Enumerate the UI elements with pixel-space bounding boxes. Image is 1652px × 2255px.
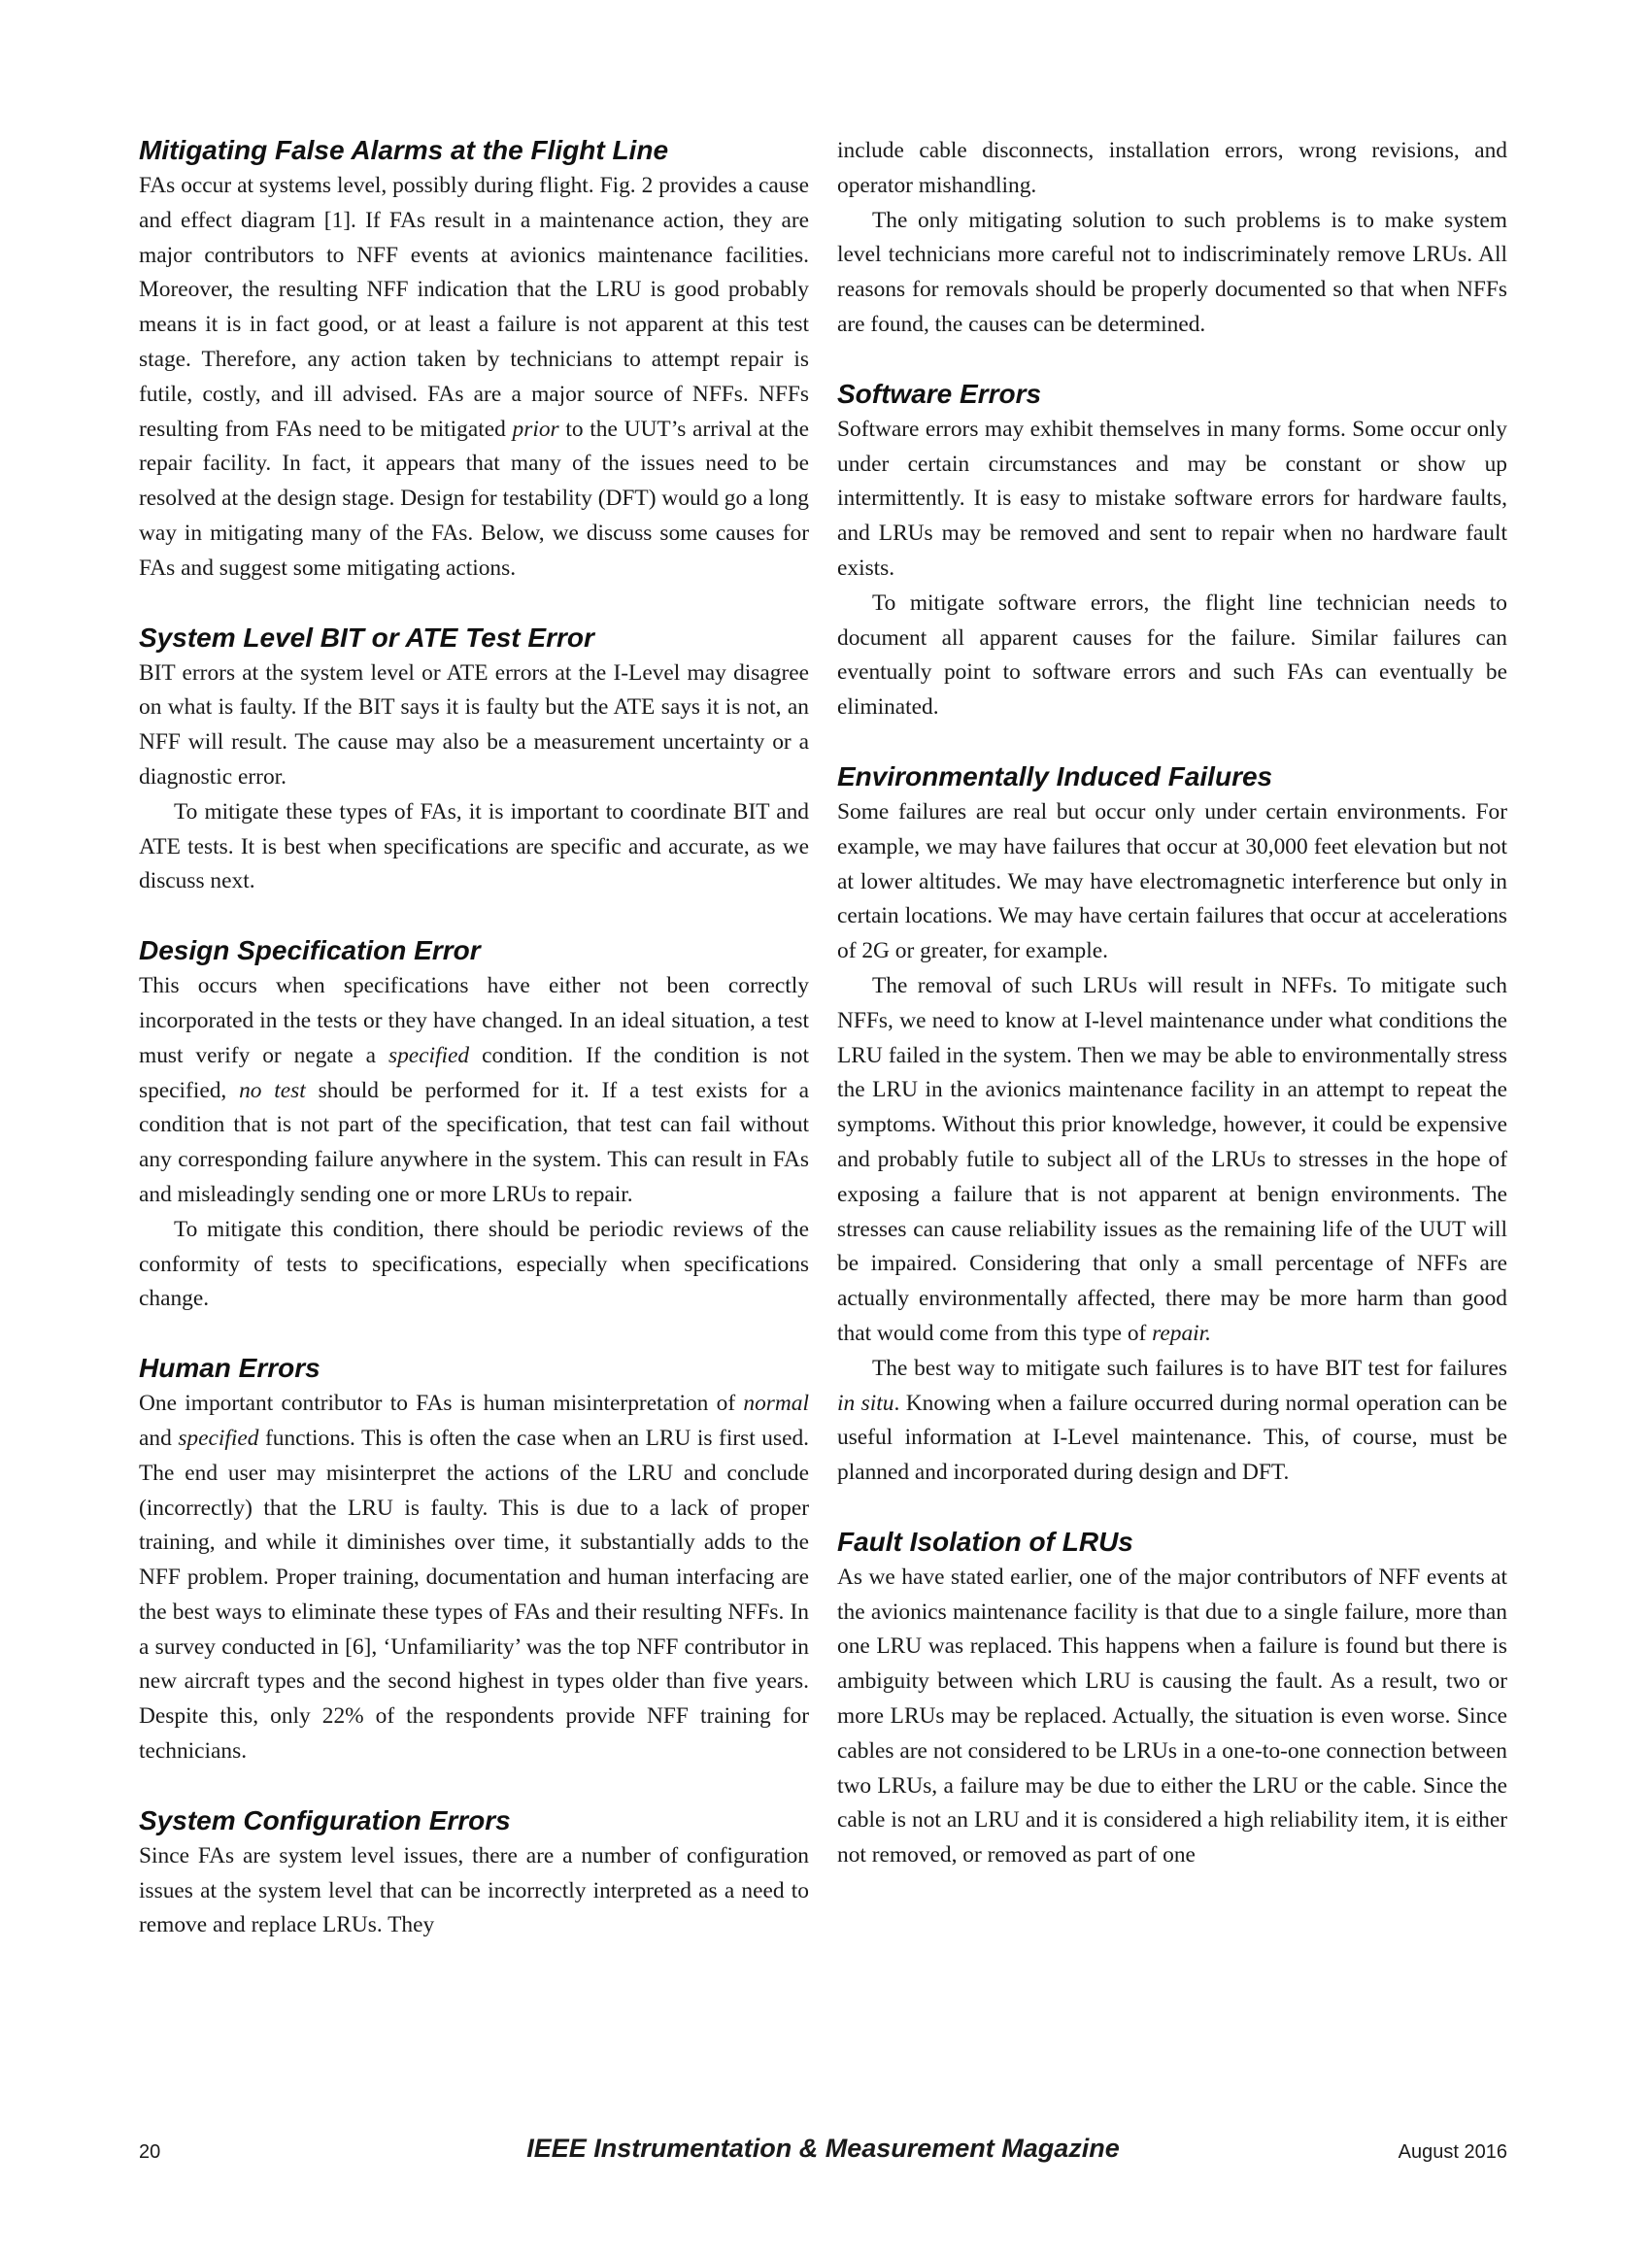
section-continued-text [837, 134, 1507, 343]
emphasis: specified [178, 1425, 259, 1451]
section-heading: Software Errors [837, 378, 1042, 409]
paragraph: Since FAs are system level issues, there are a number of configuration issues at the system level that can be incorrectly interpreted as a need to remove and replace LRUs. They [139, 1842, 809, 1938]
paragraph: To mitigate this condition, there should be periodic reviews of the conformity of tests to specifications, especially when specifications change. [139, 1216, 809, 1312]
text-run: to the UUT’s arrival at the repair facility. In fact, it appears that many of the issues need to be resolved at the design stage. Design for testability (DFT) would go a long way in mitigating many of the FAs. Below, we discuss some causes for FAs and suggest some mitigating actions. [139, 416, 809, 581]
section-environmentally-induced-failures [837, 760, 1507, 1491]
issue-date: August 2016 [1398, 2141, 1507, 2163]
page-number: 20 [139, 2141, 161, 2163]
text-run: condition. If the condition is not specified, [139, 1042, 810, 1103]
publication-title: IEEE Instrumentation & Measurement Magazine [526, 2134, 1120, 2163]
section-software-errors [837, 378, 1507, 725]
section-human-errors [139, 1352, 809, 1769]
text-run: should be performed for it. If a test exists for a condition that is not part of the specification, that test can fail without any corresponding failure anywhere in the system. This can result in FAs and misleadingly sending one or more LRUs to repair. [139, 1077, 809, 1207]
section-system-level-bit-ate [139, 622, 809, 900]
section-fault-isolation-of-lrus [837, 1526, 1507, 1873]
paragraph [139, 1387, 809, 1769]
page-footer [139, 2134, 1507, 2172]
text-run: functions. This is often the case when an LRU is first used. The end user may misinterpret the actions of the LRU and conclude (incorrectly) that the LRU is faulty. This is due to a lack of proper training, and while it diminishes over time, it substantially adds to the NFF problem. Proper training, documentation and human interfacing are the best ways to eliminate these types of FAs and their resulting NFFs. In a survey conducted in [6], ‘Unfamiliarity’ was the top NFF contributor in new aircraft types and the second highest in types older than five years. Despite this, only 22% of the respondents provide NFF training for technicians. [139, 1425, 809, 1765]
paragraph [139, 169, 809, 587]
text-run: One important contributor to FAs is human misinterpretation of [139, 1391, 744, 1417]
paragraph [837, 969, 1507, 1352]
paragraph: include cable disconnects, installation errors, wrong revisions, and operator mishandling. [837, 138, 1507, 198]
section-design-specification-error [139, 934, 809, 1317]
paragraph: To mitigate these types of FAs, it is important to coordinate BIT and ATE tests. It is best when specifications are specific and accurate, as we discuss next. [139, 798, 809, 894]
section-heading: Design Specification Error [139, 935, 481, 966]
text-run: The removal of such LRUs will result in NFFs. To mitigate such NFFs, we need to know at I-level maintenance under what conditions the LRU failed in the system. Then we may be able to environmentally stress the LRU in the avionics maintenance facility in an attempt to repeat the symptoms. Without this prior knowledge, however, it could be expensive and probably futile to subject all of the LRUs to stresses in the hope of exposing a failure that is not apparent at benign environments. The stresses can cause reliability issues as the remaining life of the UUT will be impaired. Considering that only a small percentage of NFFs are actually environmentally affected, there may be more harm than good that would come from this type of [837, 972, 1507, 1346]
paragraph: Software errors may exhibit themselves in many forms. Some occur only under certain circumstances and may be constant or show up intermittently. It is easy to mistake software errors for hardware faults, and LRUs may be removed and sent to repair when no hardware fault exists. [837, 416, 1507, 581]
emphasis: prior [512, 416, 559, 442]
paragraph: BIT errors at the system level or ATE errors at the I-Level may disagree on what is faulty. If the BIT says it is faulty but the ATE says it is not, an NFF will result. The cause may also be a measurement uncertainty or a diagnostic error. [139, 659, 809, 790]
text-run: The best way to mitigate such failures is to have BIT test for failures [872, 1355, 1507, 1381]
section-heading: Mitigating False Alarms at the Flight Line [139, 135, 669, 165]
text-run: This occurs when specifications have either not been correctly incorporated in the tests or they have changed. In an ideal situation, a test must verify or negate a [139, 973, 809, 1068]
paragraph: The only mitigating solution to such problems is to make system level technicians more careful not to indiscriminately remove LRUs. All reasons for removals should be properly documented so that when NFFs are found, the causes can be determined. [837, 207, 1507, 337]
paragraph: As we have stated earlier, one of the major contributors of NFF events at the avionics maintenance facility is that due to a single failure, more than one LRU was replaced. This happens when a failure is found but there is ambiguity between which LRU is causing the fault. As a result, two or more LRUs may be replaced. Actually, the situation is even worse. Since cables are not considered to be LRUs in a one-to-one connection between two LRUs, a failure may be due to either the LRU or the cable. Since the cable is not an LRU and it is considered a high reliability item, it is either not removed, or removed as part of one [837, 1564, 1507, 1868]
emphasis: normal [743, 1391, 809, 1417]
text-run: . Knowing when a failure occurred during normal operation can be useful information at I-Level maintenance. This, of course, must be planned and incorporated during design and DFT. [837, 1390, 1507, 1486]
right-column [837, 134, 1507, 1908]
emphasis: repair. [1152, 1320, 1212, 1346]
paragraph [837, 1352, 1507, 1491]
text-run: and [139, 1425, 179, 1451]
section-heading: System Level BIT or ATE Test Error [139, 622, 594, 653]
section-heading: Human Errors [139, 1353, 320, 1384]
emphasis: no test [239, 1077, 306, 1103]
emphasis: in situ [837, 1390, 894, 1416]
paragraph [139, 969, 809, 1213]
section-heading: Environmentally Induced Failures [837, 760, 1273, 791]
section-heading: Fault Isolation of LRUs [837, 1526, 1133, 1557]
text-run: FAs occur at systems level, possibly during flight. Fig. 2 provides a cause and effect diagram [1]. If FAs result in a maintenance action, they are major contributors to NFF events at avionics maintenance facilities. Moreover, the resulting NFF indication that the LRU is good probably means it is in fact good, or at least a failure is not apparent at this test stage. Therefore, any action taken by technicians to attempt repair is futile, costly, and ill advised. FAs are a major source of NFFs. NFFs resulting from FAs need to be mitigated [139, 173, 809, 442]
section-system-configuration-errors [139, 1804, 809, 1943]
paragraph: Some failures are real but occur only under certain environments. For example, we may have failures that occur at 30,000 feet elevation but not at lower altitudes. We may have electromagnetic interference but only in certain locations. We may have certain failures that occur at accelerations of 2G or greater, for example. [837, 798, 1507, 964]
left-column [139, 134, 809, 1978]
section-mitigating-false-alarms [139, 134, 809, 587]
paragraph: To mitigate software errors, the flight line technician needs to document all apparent causes for the failure. Similar failures can eventually point to software errors and such FAs can eventually be eliminated. [837, 589, 1507, 721]
section-heading: System Configuration Errors [139, 1804, 511, 1835]
emphasis: specified [388, 1042, 470, 1068]
